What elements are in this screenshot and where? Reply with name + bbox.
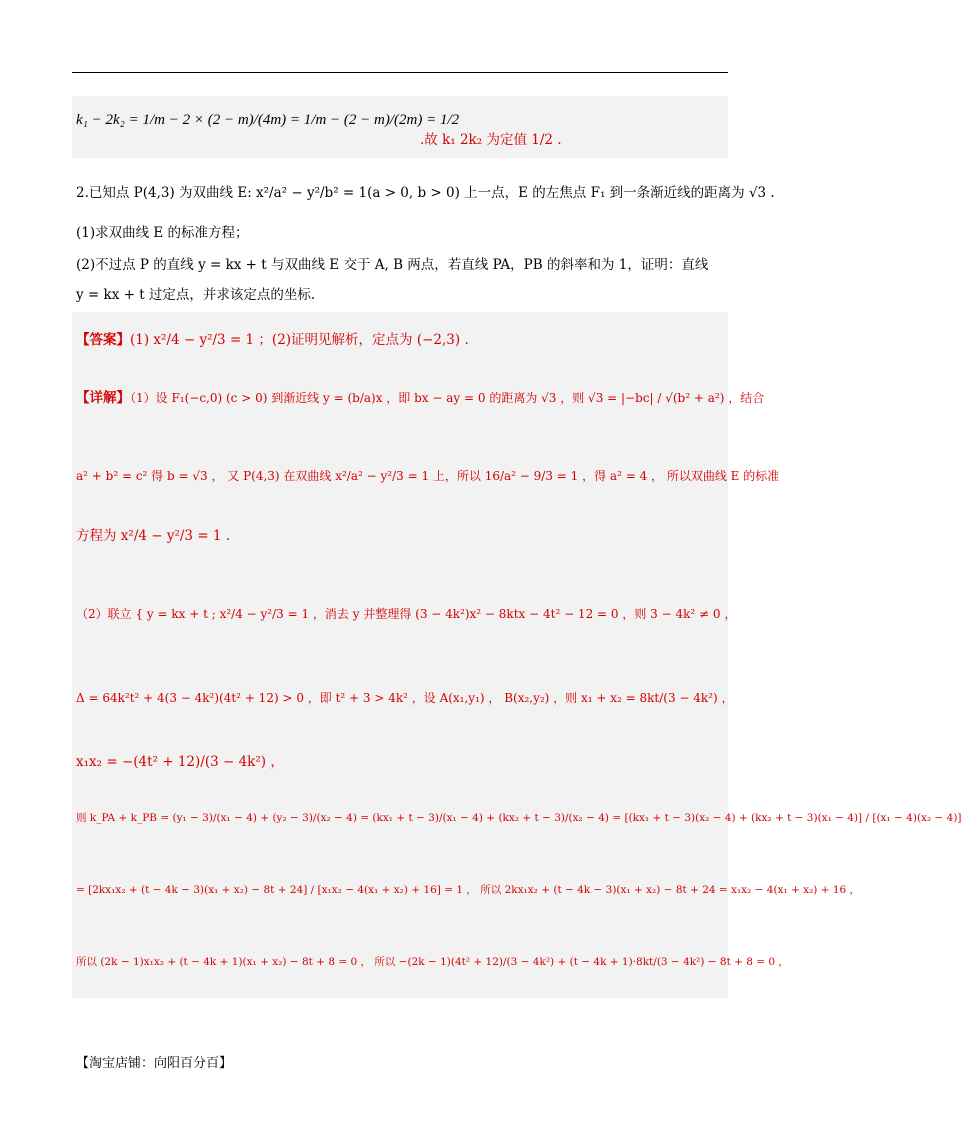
solution-line-3: 方程为 x²/4 − y²/3 = 1 .	[76, 528, 231, 544]
conclusion-text: .故 k₁ 2k₂ 为定值 1/2 .	[420, 132, 562, 148]
footer-shop: 【淘宝店铺：向阳百分百】	[76, 1056, 233, 1071]
problem-part2-b: y = kx + t 过定点，并求该定点的坐标.	[76, 287, 316, 303]
solution-line-6: x₁x₂ = −(4t² + 12)/(3 − 4k²) ，	[76, 754, 284, 770]
answer-text: (1) x²/4 − y²/3 = 1 ；(2)证明见解析，定点为 (−2,3) .	[130, 332, 469, 348]
problem-part2-a: (2)不过点 P 的直线 y = kx + t 与双曲线 E 交于 A, B 两点，若直线 PA，PB 的斜率和为 1，证明：直线	[76, 257, 709, 273]
solution-line-4: （2）联立 { y = kx + t ; x²/4 − y²/3 = 1 ，消去 y 并整理得 (3 − 4k²)x² − 8ktx − 4t² − 12 = 0 ，则 3 − 4k² ≠ 0 ，	[76, 607, 737, 621]
solution-line-1	[76, 388, 764, 408]
solution-label: 【详解】	[76, 390, 130, 406]
solution-line-2: a² + b² = c² 得 b = √3 ， 又 P(4,3) 在双曲线 x²/a² − y²/3 = 1 上，所以 16/a² − 9/3 = 1 ，得 a² = 4 ， 所以双曲线 E 的标准	[76, 469, 780, 483]
problem-part1: (1)求双曲线 E 的标准方程；	[76, 225, 249, 241]
solution-line-7: 则 k_PA + k_PB = (y₁ − 3)/(x₁ − 4) + (y₂ − 3)/(x₂ − 4) = (kx₁ + t − 3)/(x₁ − 4) + (kx₂ + t − 3)/(x₂ − 4) = [(kx₁ + t − 3)(x₂ − 4) + (kx₂ + t − 3)(x₁ − 4)] / [(x₁ − 4)(x₂ − 4)]	[76, 812, 962, 824]
header-rule	[72, 72, 728, 73]
problem-statement: 2.已知点 P(4,3) 为双曲线 E: x²/a² − y²/b² = 1(a > 0, b > 0) 上一点，E 的左焦点 F₁ 到一条渐近线的距离为 √3 .	[76, 185, 775, 201]
answer-line	[76, 330, 469, 350]
solution-line-8: = [2kx₁x₂ + (t − 4k − 3)(x₁ + x₂) − 8t + 24] / [x₁x₂ − 4(x₁ + x₂) + 16] = 1 ， 所以 2kx₁x₂ + (t − 4k − 3)(x₁ + x₂) − 8t + 24 = x₁x₂ − 4(x₁ + x₂) + 16 ，	[76, 884, 861, 896]
solution-text-1: （1）设 F₁(−c,0) (c > 0) 到渐近线 y = (b/a)x ，即 bx − ay = 0 的距离为 √3 ，则 √3 = |−bc| / √(b² + a²) ，结合	[130, 391, 765, 405]
answer-label: 【答案】	[76, 332, 130, 348]
solution-line-9: 所以 (2k − 1)x₁x₂ + (t − 4k + 1)(x₁ + x₂) − 8t + 8 = 0 ， 所以 −(2k − 1)(4t² + 12)/(3 − 4k²) + (t − 4k + 1)·8kt/(3 − 4k²) − 8t + 8 = 0 ，	[76, 956, 789, 968]
formula-k1-2k2: k₁ − 2k₂ = 1/m − 2 × (2 − m)/(4m) = 1/m − (2 − m)/(2m) = 1/2	[76, 112, 460, 128]
solution-line-5: Δ = 64k²t² + 4(3 − 4k²)(4t² + 12) > 0 ，即 t² + 3 > 4k² ，设 A(x₁,y₁) ， B(x₂,y₂) ，则 x₁ + x₂ = 8kt/(3 − 4k²) ，	[76, 691, 734, 705]
